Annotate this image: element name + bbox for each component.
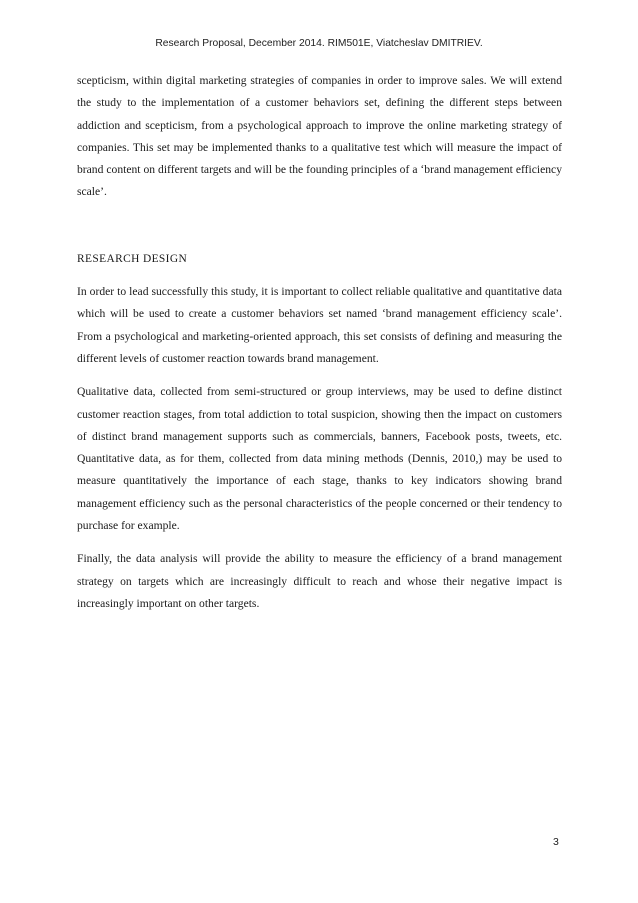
paragraph-research-design-1: In order to lead successfully this study, it is important to collect reliable qualitative and quantitative data which will be used to create a customer behaviors set named ‘brand management efficiency scale’. From a psychological and marketing-oriented approach, this set consists of defining and measuring the different levels of customer reaction towards brand management. (77, 285, 562, 365)
intro-paragraph: scepticism, within digital marketing strategies of companies in order to improve sales. We will extend the study to the implementation of a customer behaviors set, defining the different steps between addiction and scepticism, from a psychological approach to improve the online marketing strategy of companies. This set may be implemented thanks to a qualitative test which will measure the impact of brand content on different targets and will be the founding principles of a ‘brand management efficiency scale’. (77, 74, 562, 199)
running-header: Research Proposal, December 2014. RIM501E, Viatcheslav DMITRIEV. (155, 38, 483, 49)
page-number: 3 (553, 836, 559, 848)
document-body (77, 70, 562, 626)
section-heading: RESEARCH DESIGN (77, 252, 188, 265)
paragraph-research-design-3: Finally, the data analysis will provide the ability to measure the efficiency of a brand management strategy on targets which are increasingly difficult to reach and whose their negative impact is increasingly important on other targets. (77, 552, 562, 610)
paragraph-research-design-2: Qualitative data, collected from semi-structured or group interviews, may be used to define distinct customer reaction stages, from total addiction to total suspicion, showing then the impact on customers of distinct brand management supports such as commercials, banners, Facebook posts, tweets, etc. Quantitative data, as for them, collected from data mining methods (Dennis, 2010,) may be used to measure quantitatively the importance of each stage, thanks to key indicators showing brand management efficiency such as the personal characteristics of the people concerned or their tendency to purchase for example. (77, 385, 562, 533)
